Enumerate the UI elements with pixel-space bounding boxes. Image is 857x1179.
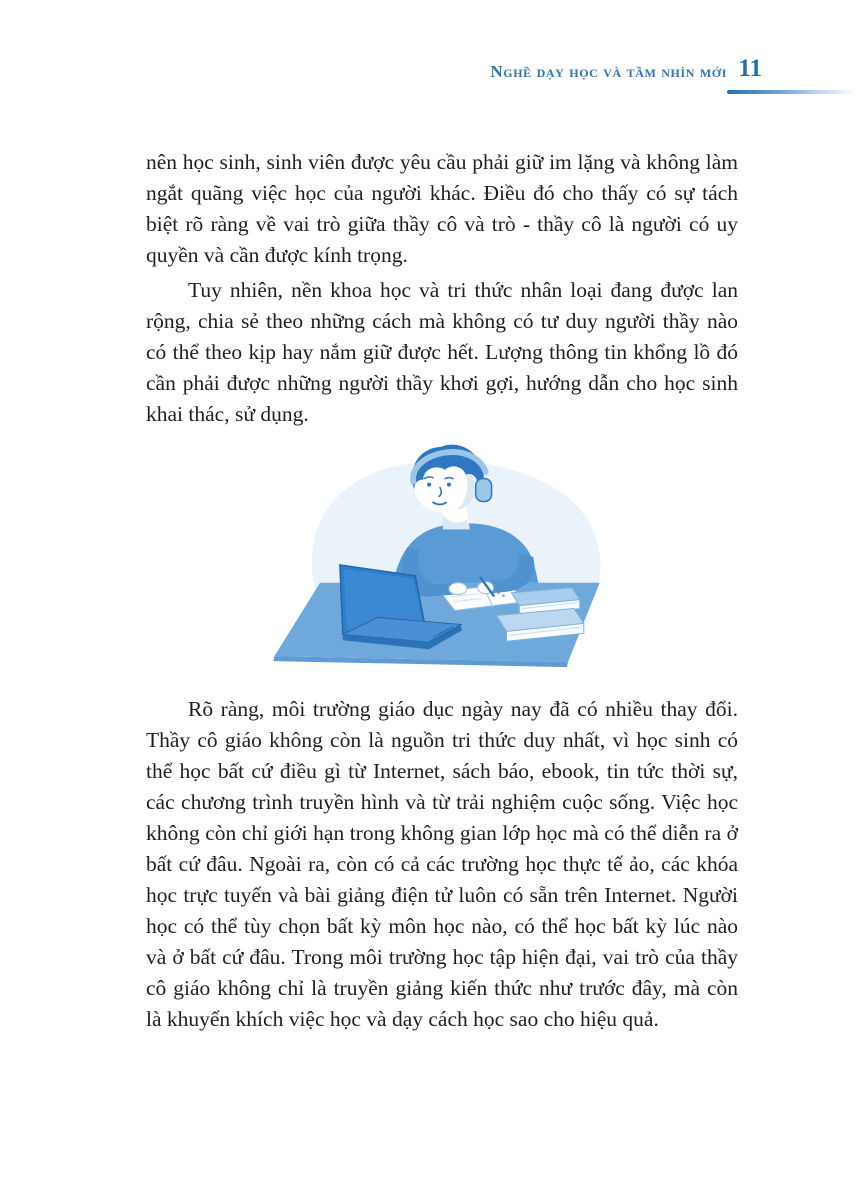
student-studying-graphic [257, 438, 627, 676]
paragraph-3: Rõ ràng, môi trường giáo dục ngày nay đã có nhiều thay đổi. Thầy cô giáo không còn là nguồn tri thức duy nhất, vì học sinh có thể học bất cứ điều gì từ Internet, sách báo, ebook, tin tức thời sự, các chương trình truyền hình và từ trải nghiệm cuộc sống. Việc học không còn chỉ giới hạn trong không gian lớp học mà có thể diễn ra ở bất cứ đâu. Ngoài ra, còn có cả các trường học thực tế ảo, các khóa học trực tuyến và bài giảng điện tử luôn có sẵn trên Internet. Người học có thể tùy chọn bất kỳ môn học nào, có thể học bất kỳ lúc nào và ở bất cứ đâu. Trong môi trường học tập hiện đại, vai trò của thầy cô giáo không chỉ là truyền giảng kiến thức như trước đây, mà còn là khuyến khích việc học và dạy cách học sao cho hiệu quả. [146, 697, 738, 1031]
paragraph-2: Tuy nhiên, nền khoa học và tri thức nhân loại đang được lan rộng, chia sẻ theo những cách mà không có tư duy người thầy nào có thể theo kịp hay nắm giữ được hết. Lượng thông tin khổng lồ đó cần phải được những người thầy khơi gợi, hướng dẫn cho học sinh khai thác, sử dụng. [146, 278, 738, 426]
paragraph-1: nên học sinh, sinh viên được yêu cầu phải giữ im lặng và không làm ngắt quãng việc học của người khác. Điều đó cho thấy có sự tách biệt rõ ràng về vai trò giữa thầy cô và trò - thầy cô là người có uy quyền và cần được kính trọng. [146, 150, 738, 267]
running-title: Nghề dạy học và tầm nhìn mới [490, 62, 727, 81]
illustration-student-studying [257, 438, 627, 676]
page-body [146, 147, 738, 1039]
header-rule [727, 90, 857, 94]
page-number: 11 [738, 55, 762, 82]
